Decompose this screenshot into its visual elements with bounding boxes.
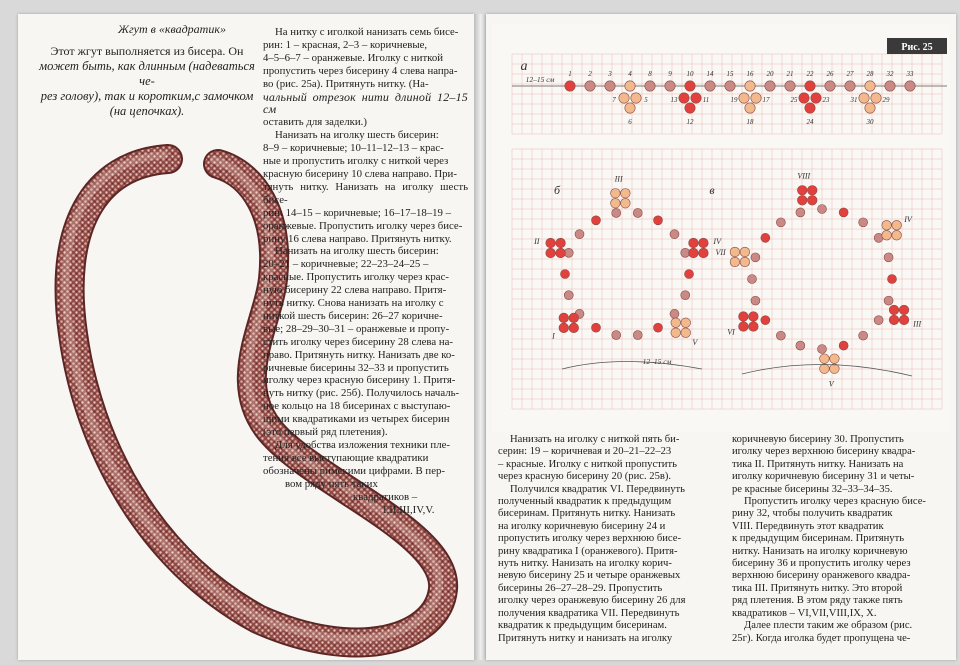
bead	[796, 208, 805, 217]
bead-number: 20	[766, 70, 774, 78]
bead	[751, 296, 760, 305]
text-line: Притянуть нитку и нанизать на иголку	[498, 632, 673, 644]
text-line: 8–9 – коричневые; 10–11–12–13 – крас-	[263, 142, 444, 155]
text-line: квадратик к предыдущим бисеринам.	[498, 620, 667, 632]
text-line: невую бисерину 25 и четыре оранжевых	[498, 570, 681, 582]
bead-number: 30	[866, 118, 874, 126]
bead	[882, 230, 892, 240]
bead	[625, 81, 635, 91]
bead	[807, 185, 817, 195]
bead-number: 12	[686, 118, 694, 126]
bead-number: 23	[822, 96, 830, 104]
text-line: I,II,III,IV,V.	[383, 503, 435, 516]
text-line: верхнюю бисерину оранжевого квадра-	[732, 570, 911, 582]
bead	[820, 364, 830, 374]
bead	[818, 345, 827, 354]
diagram-background	[492, 24, 950, 432]
tail-length-label: 12–15 см	[642, 357, 672, 366]
text-line: VIII. Передвинуть этот квадратик	[732, 520, 884, 532]
text-line: Далее плести таким же образом (рис.	[744, 620, 913, 632]
bead	[569, 313, 579, 323]
bead	[699, 238, 709, 248]
bead	[830, 364, 840, 374]
text-line: тянуть нитку. Нанизать на иголку шесть бисе-	[263, 180, 468, 206]
intro-line: (на цепочках).	[109, 104, 185, 118]
text-line: иголку через оранжевую бисерину 26 для	[498, 595, 686, 607]
bead	[740, 247, 750, 257]
bead	[625, 103, 635, 113]
bead-number: 11	[702, 96, 710, 104]
text-line: Нанизать на иголку шесть бисерин:	[275, 245, 439, 258]
bead	[621, 188, 631, 198]
bead	[884, 253, 893, 262]
figure-label: Рис. 25	[901, 42, 933, 53]
text-line: через красную бисерину 20 (рис. 25в).	[498, 471, 672, 483]
book-gutter	[474, 14, 486, 660]
bead-number: 27	[846, 70, 854, 78]
bead	[689, 248, 699, 258]
bead	[605, 81, 615, 91]
text-line: бисерины 26–27–28–29. Пропустить	[498, 582, 663, 594]
text-line: ряд плетения. В этом ряду также пять	[732, 595, 903, 607]
bead	[811, 93, 821, 103]
bead	[761, 316, 770, 325]
bead-number: 15	[726, 70, 734, 78]
bead	[818, 205, 827, 214]
text-line: чальный отрезок нити длиной 12–15 см	[263, 89, 468, 117]
text-line: право. Притянуть нитку. Нанизать две ко-	[263, 348, 455, 361]
bead-number: 1	[568, 70, 572, 78]
text-line: ные и пропустить иголку с ниткой через	[263, 155, 449, 168]
panel-b-label: б	[553, 183, 561, 197]
right-text-columns	[498, 434, 948, 656]
bead-number: 14	[706, 70, 714, 78]
roman-label: I	[552, 331, 555, 341]
text-line: красные. Пропустить иголку через крас-	[263, 271, 449, 284]
text-column-1	[498, 434, 722, 645]
bead	[665, 81, 675, 91]
bead	[889, 315, 899, 325]
bead	[871, 93, 881, 103]
bead	[556, 238, 566, 248]
bead	[612, 208, 621, 217]
text-line: Нанизать на иголку с ниткой пять би-	[510, 434, 680, 445]
text-line: нуть нитку (рис. 25б). Получилось началь-	[263, 387, 460, 400]
bead	[748, 275, 757, 284]
bead-number: 21	[786, 70, 794, 78]
bead	[546, 238, 556, 248]
bead	[884, 296, 893, 305]
text-line: рину квадратика I (оранжевого). Притя-	[498, 545, 678, 557]
text-line: на иголку коричневую бисерину 24 и	[498, 520, 666, 532]
bead	[739, 312, 749, 322]
bead-number: 31	[850, 96, 858, 104]
bead	[765, 81, 775, 91]
text-column-2	[732, 434, 948, 645]
bead-number: 4	[628, 70, 632, 78]
text-line: коричневую бисерину 30. Пропустить	[732, 434, 904, 445]
bead	[749, 312, 759, 322]
bead	[905, 81, 915, 91]
text-line: На нитку с иголкой нанизать семь бисе-	[275, 26, 459, 38]
text-line: нуть нитку. Нанизать на иголку корич-	[498, 558, 672, 570]
bead-number: 2	[588, 70, 592, 78]
bead-number: 28	[866, 70, 874, 78]
bead-number: 10	[686, 70, 694, 78]
bead	[797, 185, 807, 195]
bead	[745, 103, 755, 113]
bead	[859, 331, 868, 340]
bead	[575, 230, 584, 239]
bead	[681, 328, 691, 338]
bead	[845, 81, 855, 91]
bead-number: 13	[670, 96, 678, 104]
bead	[761, 233, 770, 242]
roman-label: VII	[715, 247, 726, 257]
bead	[611, 188, 621, 198]
bead	[859, 93, 869, 103]
bead	[685, 81, 695, 91]
text-line: вые; 28–29–30–31 – оранжевые и пропу-	[263, 322, 450, 335]
bead	[745, 81, 755, 91]
text-line: стить иголку через бисерину 28 слева на-	[263, 335, 454, 348]
bead	[776, 218, 785, 227]
bead	[631, 93, 641, 103]
bead	[619, 93, 629, 103]
bead	[592, 323, 601, 332]
text-line: ре красные бисерины 32–33–34–35.	[732, 483, 893, 495]
text-line: 4–5–6–7 – оранжевые. Иголку с ниткой	[263, 51, 444, 64]
bead	[892, 230, 902, 240]
roman-label: IV	[904, 214, 912, 224]
bead	[751, 253, 760, 262]
bead-number: 6	[628, 118, 632, 126]
bead-number: 32	[886, 70, 894, 78]
bead	[685, 270, 694, 279]
bead	[654, 323, 663, 332]
bead	[705, 81, 715, 91]
text-line: нуть нитку. Снова нанизать на иголку с	[263, 297, 444, 310]
roman-label: III	[614, 174, 623, 184]
bead	[685, 103, 695, 113]
bead	[776, 331, 785, 340]
text-line: тика III. Притянуть нитку. Это второй	[732, 582, 903, 594]
text-line: – красные. Иголку с ниткой пропустить	[498, 458, 677, 470]
text-line: оранжевые. Пропустить иголку через бисе-	[263, 219, 463, 232]
text-line: оставить для заделки.)	[263, 116, 367, 129]
bead	[749, 322, 759, 332]
text-line: щими квадратиками из четырех бисерин	[263, 413, 450, 426]
text-line: Пропустить иголку через красную бисе-	[744, 496, 926, 508]
text-line: рин: 1 – красная, 2–3 – коричневые,	[263, 38, 428, 51]
text-line: тения все выступающие квадратики	[263, 451, 429, 464]
bead	[899, 315, 909, 325]
instructions-column	[263, 26, 468, 516]
bead	[612, 331, 621, 340]
bead	[799, 93, 809, 103]
bead	[564, 291, 573, 300]
bead	[546, 248, 556, 258]
intro-line: рез голову), так и коротким,с замочком	[40, 89, 254, 103]
bead	[730, 247, 740, 257]
bead	[785, 81, 795, 91]
text-line: рину 32, чтобы получить квадратик	[732, 508, 893, 520]
text-line: во (рис. 25а). Притянуть нитку. (На-	[263, 77, 429, 90]
bead	[882, 220, 892, 230]
bead	[671, 328, 681, 338]
text-line: иголку через верхнюю бисерину квадра-	[732, 446, 916, 458]
bead	[689, 238, 699, 248]
text-line: вом ряду пять таких	[285, 477, 378, 490]
bead	[751, 93, 761, 103]
text-line: пропустить через бисерину 4 слева напра-	[263, 64, 458, 77]
right-page	[486, 14, 956, 660]
bead-number: 9	[668, 70, 672, 78]
bead-number: 17	[762, 96, 770, 104]
left-page	[18, 14, 474, 660]
text-line: ную бисерину 22 слева направо. Притя-	[263, 284, 447, 297]
bead	[621, 198, 631, 208]
bead	[681, 291, 690, 300]
roman-label: II	[534, 237, 540, 247]
bead	[839, 341, 848, 350]
roman-label: IV	[713, 237, 721, 247]
bead	[820, 354, 830, 364]
intro-text	[32, 44, 262, 119]
bead	[807, 195, 817, 205]
text-line: иголку коричневую бисерину 31 и четы-	[732, 471, 915, 483]
bead	[699, 248, 709, 258]
bead-number: 5	[644, 96, 648, 104]
text-line: Для удобства изложения техники пле-	[275, 439, 450, 451]
text-line: рин: 14–15 – коричневые; 16–17–18–19 –	[263, 206, 452, 219]
bead	[611, 198, 621, 208]
bead-number: 16	[746, 70, 754, 78]
text-line: Нанизать на иголку шесть бисерин:	[275, 129, 439, 142]
bead	[888, 275, 897, 284]
bead-number: 3	[608, 70, 612, 78]
bead	[671, 318, 681, 328]
bead	[679, 93, 689, 103]
bead	[556, 248, 566, 258]
bead	[797, 195, 807, 205]
bead	[633, 331, 642, 340]
text-line: ниткой шесть бисерин: 26–27 коричне-	[263, 309, 443, 322]
tail-length-label: 12–15 см	[525, 75, 555, 84]
bead	[585, 81, 595, 91]
bead	[805, 103, 815, 113]
text-line: квадратиков – VI,VII,VIII,IX, X.	[732, 607, 877, 619]
intro-line: может быть, как длинным (надеваться че-	[39, 59, 255, 88]
text-line: бисерину 36 и пропустить иголку через	[732, 558, 911, 570]
panel-v-label: в	[709, 183, 715, 197]
bead-number: 18	[746, 118, 754, 126]
bead	[739, 93, 749, 103]
bead-number: 24	[806, 118, 814, 126]
bead	[670, 309, 679, 318]
bead	[559, 313, 569, 323]
bead	[865, 103, 875, 113]
bead	[565, 81, 575, 91]
bead	[885, 81, 895, 91]
text-line: Получился квадратик VI. Передвинуть	[510, 483, 685, 495]
text-line: обозначены римскими цифрами. В пер-	[263, 464, 445, 477]
text-line: нитку. Нанизать на иголку коричневую	[732, 545, 908, 557]
bead-number: 26	[826, 70, 834, 78]
text-line: серин: 19 – коричневая и 20–21–22–23	[498, 446, 672, 458]
text-line: ное кольцо на 18 бисеринах с выступаю-	[263, 400, 451, 413]
roman-label: III	[913, 319, 922, 329]
text-line: (это первый ряд плетения).	[263, 426, 388, 439]
text-line: красную бисерину 10 слева направо. При-	[263, 167, 457, 180]
text-line: 25г). Когда иголка будет пропущена че-	[732, 632, 911, 644]
roman-label: VI	[727, 327, 735, 337]
bead-number: 29	[882, 96, 890, 104]
bead	[874, 316, 883, 325]
text-line: иголку через красную бисерину 1. Притя-	[263, 374, 456, 387]
bead-number: 8	[648, 70, 652, 78]
intro-line: Этот жгут выполняется из бисера. Он	[50, 44, 244, 58]
bead	[825, 81, 835, 91]
bead	[681, 318, 691, 328]
text-line: квадратиков –	[353, 490, 418, 503]
bead	[889, 305, 899, 315]
bead-number: 33	[906, 70, 914, 78]
roman-label: V	[828, 379, 834, 389]
roman-label: V	[692, 337, 698, 347]
text-line: полученный квадратик к предыдущим	[498, 496, 672, 508]
bead-number: 25	[790, 96, 798, 104]
bead	[725, 81, 735, 91]
text-line: рину 16 слева направо. Притянуть нитку.	[263, 232, 452, 245]
panel-a-label: а	[520, 59, 528, 74]
bead	[899, 305, 909, 315]
bead	[569, 323, 579, 333]
text-line: получения квадратика VII. Передвинуть	[498, 607, 680, 619]
bead	[805, 81, 815, 91]
bead-number: 19	[730, 96, 738, 104]
bead	[892, 220, 902, 230]
bead	[730, 257, 740, 267]
bead	[691, 93, 701, 103]
bead	[740, 257, 750, 267]
bead	[839, 208, 848, 217]
text-line: 20–21 – коричневые; 22–23–24–25 –	[263, 258, 429, 271]
bead	[796, 341, 805, 350]
bead-number: 22	[806, 70, 814, 78]
bead	[559, 323, 569, 333]
bead	[865, 81, 875, 91]
bead	[830, 354, 840, 364]
text-line: пропустить иголку через верхнюю бисе-	[498, 533, 681, 545]
bead-number: 7	[612, 96, 616, 104]
bead	[561, 270, 570, 279]
roman-label: VIII	[797, 171, 811, 181]
text-line: тика II. Притянуть нитку. Нанизать на	[732, 458, 904, 470]
bead	[633, 208, 642, 217]
bead	[654, 216, 663, 225]
bead	[739, 322, 749, 332]
section-heading: Жгут в «квадратик»	[118, 22, 226, 36]
bead	[670, 230, 679, 239]
figure-25-diagram	[492, 24, 950, 432]
bead	[859, 218, 868, 227]
bead	[592, 216, 601, 225]
bead	[645, 81, 655, 91]
text-line: бисеринам. Притянуть нитку. Нанизать	[498, 508, 676, 520]
text-line: к предыдущим бисеринам. Притянуть	[732, 533, 905, 545]
text-line: ричневые бисерины 32–33 и пропустить	[263, 361, 449, 374]
